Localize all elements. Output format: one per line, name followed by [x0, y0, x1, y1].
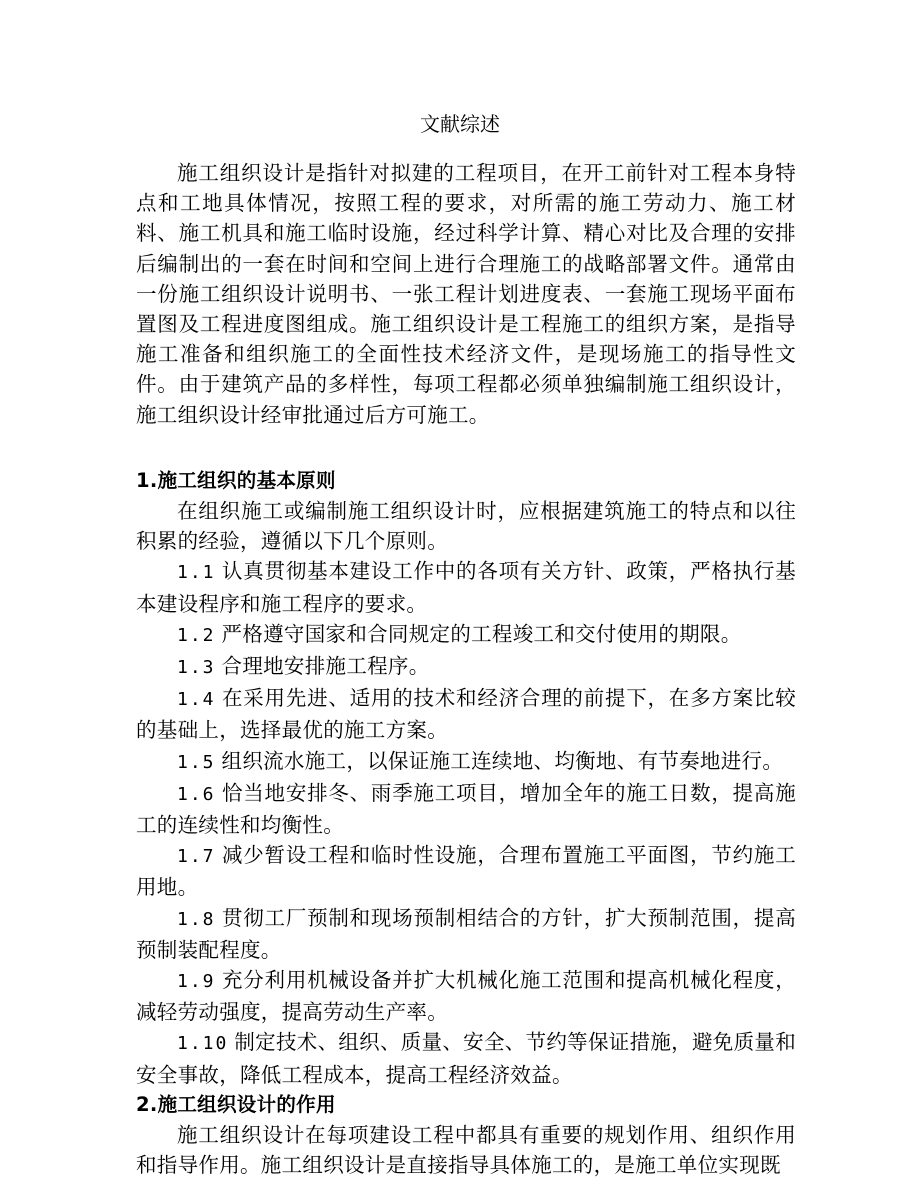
principle-text: 制定技术、组织、质量、安全、节约等保证措施，避免质量和安全事故，降低工程成本，提高工程经济效益。: [136, 1030, 796, 1087]
principle-text: 认真贯彻基本建设工作中的各项有关方针、政策，严格执行基本建设程序和施工程序的要求。: [136, 559, 796, 616]
principle-number: 1.7: [177, 846, 216, 868]
principle-number: 1.3: [177, 657, 216, 679]
principle-number: 1.2: [177, 624, 216, 646]
principle-item: [136, 840, 796, 902]
principle-text: 减少暂设工程和临时性设施，合理布置施工平面图，节约施工用地。: [136, 843, 796, 900]
section-2-intro: 施工组织设计在每项建设工程中都具有重要的规划作用、组织作用和指导作用。施工组织设计是直接指导具体施工的，是施工单位实现既: [136, 1123, 796, 1178]
principle-number: 1.6: [177, 783, 216, 805]
intro-paragraph: 施工组织设计是指针对拟建的工程项目，在开工前针对工程本身特点和工地具体情况，按照工程的要求，对所需的施工劳动力、施工材料、施工机具和施工临时设施，经过科学计算、精心对比及合理的安排后编制出的一套在时间和空间上进行合理施工的战略部署文件。通常由一份施工组织设计说明书、一张工程计划进度表、一套施工现场平面布置图及工程进度图组成。施工组织设计是工程施工的组织方案，是指导施工准备和组织施工的全面性技术经济文件，是现场施工的指导性文件。由于建筑产品的多样性，每项工程都必须单独编制施工组织设计，施工组织设计经审批通过后方可施工。: [136, 161, 796, 427]
principle-number: 1.4: [177, 689, 216, 711]
principle-text: 合理地安排施工程序。: [221, 654, 430, 679]
principle-number: 1.1: [177, 562, 216, 584]
principle-text: 组织流水施工，以保证施工连续地、均衡地、有节奏地进行。: [221, 748, 784, 773]
section-2-heading: 2.施工组织设计的作用: [136, 1092, 336, 1116]
document-body: [136, 158, 796, 1181]
principle-number: 1.10: [177, 1033, 229, 1055]
principle-number: 1.8: [177, 908, 216, 930]
principle-item: [136, 903, 796, 965]
principle-item: [136, 778, 796, 840]
principle-text: 严格遵守国家和合同规定的工程竣工和交付使用的期限。: [221, 621, 742, 646]
principle-number: 1.9: [177, 971, 216, 993]
section-1-intro: 在组织施工或编制施工组织设计时，应根据建筑施工的特点和以往积累的经验，遵循以下几个原则。: [136, 499, 796, 554]
principle-text: 恰当地安排冬、雨季施工项目，增加全年的施工日数，提高施工的连续性和均衡性。: [136, 780, 796, 838]
principle-item: [136, 651, 796, 683]
principle-item: [136, 683, 796, 745]
principle-item: [136, 1027, 796, 1089]
principle-text: 贯彻工厂预制和现场预制相结合的方针，扩大预制范围，提高预制装配程度。: [136, 905, 796, 962]
principle-item: [136, 965, 796, 1027]
principle-text: 在采用先进、适用的技术和经济合理的前提下，在多方案比较的基础上，选择最优的施工方案。: [136, 686, 796, 743]
document-title: 文献综述: [420, 112, 500, 136]
principle-item: [136, 556, 796, 618]
principle-item: [136, 746, 796, 778]
principle-number: 1.5: [177, 751, 216, 773]
principle-item: [136, 619, 796, 651]
principle-text: 充分利用机械设备并扩大机械化施工范围和提高机械化程度，减轻劳动强度，提高劳动生产率。: [136, 968, 796, 1025]
section-1-heading: 1.施工组织的基本原则: [136, 468, 336, 492]
